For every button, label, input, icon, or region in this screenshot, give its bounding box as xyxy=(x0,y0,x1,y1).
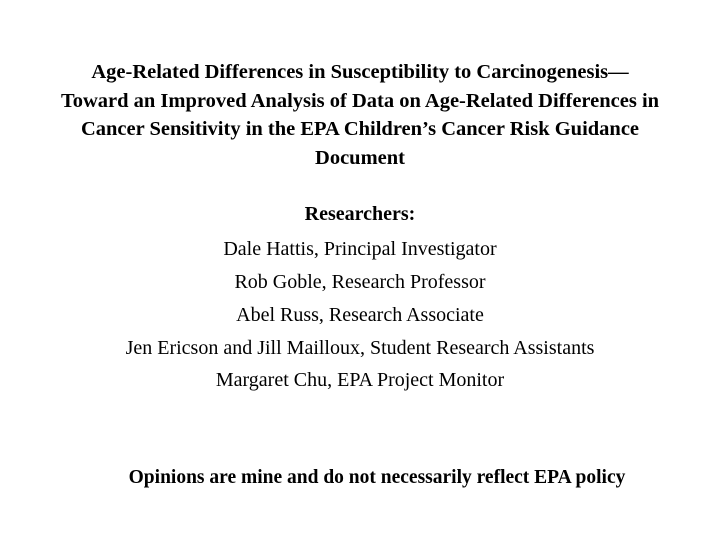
disclaimer: Opinions are mine and do not necessarily reflect EPA policy xyxy=(128,467,626,488)
researcher-item: Margaret Chu, EPA Project Monitor xyxy=(215,369,505,391)
researchers-block xyxy=(100,198,620,397)
researcher-item: Jen Ericson and Jill Mailloux, Student Research Assistants xyxy=(125,337,595,359)
slide-title: Age-Related Differences in Susceptibility to Carcinogenesis—Toward an Improved Analysis of Data on Age-Related Differences in Cancer Sensitivity in the EPA Children’s Cancer Risk Guidance Document xyxy=(60,61,660,169)
researchers-heading: Researchers: xyxy=(304,203,416,225)
researcher-item: Dale Hattis, Principal Investigator xyxy=(223,238,497,260)
researcher-item: Abel Russ, Research Associate xyxy=(236,304,484,326)
researcher-item: Rob Goble, Research Professor xyxy=(234,271,486,293)
